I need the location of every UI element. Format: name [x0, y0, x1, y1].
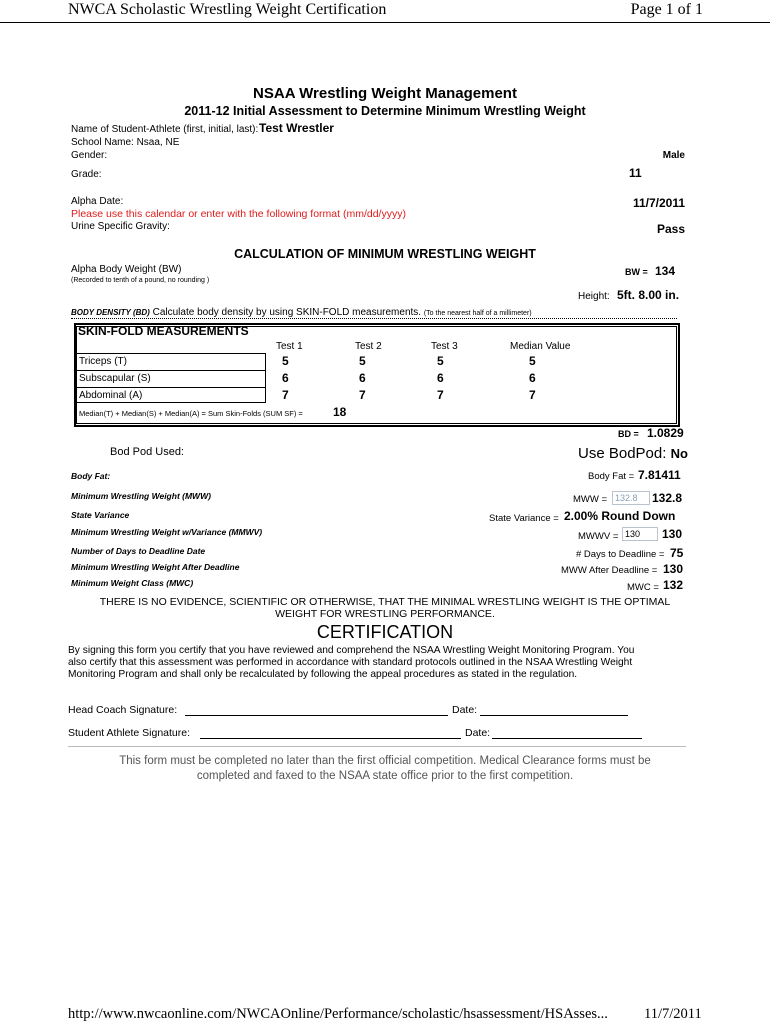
bw-label: Alpha Body Weight (BW) — [71, 264, 182, 275]
use-bodpod-label: Use BodPod: — [578, 445, 667, 462]
mmwv-label: Minimum Wrestling Weight w/Variance (MMWV) — [71, 527, 263, 537]
abdominal-test3[interactable]: 7 — [437, 388, 444, 402]
abdominal-median: 7 — [529, 388, 536, 402]
after-deadline-eq: MWW After Deadline = — [561, 565, 658, 576]
row-label-abdominal: Abdominal (A) — [79, 390, 143, 401]
urine-value: Pass — [656, 222, 685, 236]
bodpod-label: Bod Pod Used: — [110, 446, 184, 458]
triceps-median: 5 — [529, 354, 536, 368]
after-deadline-value: 130 — [663, 562, 684, 576]
state-variance-eq: State Variance = — [489, 513, 559, 524]
bd-rule — [71, 318, 677, 319]
school-name: School Name: Nsaa, NE — [71, 137, 180, 148]
date-format-hint: Please use this calendar or enter with the following format (mm/dd/yyyy) — [71, 208, 406, 220]
mww-value: 132.8 — [652, 491, 683, 505]
col-test3: Test 3 — [431, 341, 458, 352]
mww-eq: MWW = — [573, 494, 608, 505]
body-fat-label: Body Fat: — [71, 471, 111, 481]
subscapular-test1[interactable]: 6 — [282, 371, 289, 385]
triceps-test1[interactable]: 5 — [282, 354, 289, 368]
col-test1: Test 1 — [276, 341, 303, 352]
header-rule — [0, 22, 770, 23]
body-fat-value: 7.81411 — [638, 468, 681, 482]
page-header-title: NWCA Scholastic Wrestling Weight Certification — [68, 1, 387, 18]
mwc-eq: MWC = — [627, 582, 659, 593]
triceps-test3[interactable]: 5 — [437, 354, 444, 368]
calc-heading: CALCULATION OF MINIMUM WRESTLING WEIGHT — [234, 247, 536, 261]
coach-date-line[interactable] — [480, 715, 628, 716]
bd-label: BODY DENSITY (BD) — [71, 308, 150, 317]
row-label-subscapular: Subscapular (S) — [79, 373, 151, 384]
col-median: Median Value — [510, 341, 571, 352]
athlete-date-label: Date: — [465, 727, 491, 739]
grade-value: 11 — [629, 166, 642, 180]
sum-sf-label: Median(T) + Median(S) + Median(A) = Sum Skin-Folds (SUM SF) = — [79, 409, 303, 418]
mmwv-input[interactable]: 130 — [622, 527, 658, 541]
subscapular-test2[interactable]: 6 — [359, 371, 366, 385]
bd-value: 1.0829 — [647, 426, 684, 440]
bw-value[interactable]: 134 — [655, 264, 676, 278]
notice-line1: THERE IS NO EVIDENCE, SCIENTIFIC OR OTHERWISE, THAT THE MINIMAL WRESTLING WEIGHT IS THE OPTIMAL — [99, 596, 671, 608]
after-deadline-label: Minimum Wrestling Weight After Deadline — [71, 562, 240, 572]
days-eq: # Days to Deadline = — [576, 549, 665, 560]
form-subtitle: 2011-12 Initial Assessment to Determine Minimum Wrestling Weight — [184, 104, 586, 118]
page-number: Page 1 of 1 — [630, 1, 703, 18]
grade-label: Grade: — [71, 169, 102, 180]
gender-value: Male — [662, 150, 685, 161]
form-footer-line1: This form must be completed no later than the first official competition. Medical Clearance forms must be — [119, 755, 651, 767]
subscapular-median: 6 — [529, 371, 536, 385]
urine-label: Urine Specific Gravity: — [71, 221, 170, 232]
skinfold-heading: SKIN-FOLD MEASUREMENTS — [78, 324, 249, 338]
bd-line — [71, 307, 532, 318]
triceps-test2[interactable]: 5 — [359, 354, 366, 368]
row-label-triceps: Triceps (T) — [79, 356, 127, 367]
student-label: Name of Student-Athlete (first, initial, last): — [71, 124, 259, 135]
alpha-date-value[interactable]: 11/7/2011 — [632, 196, 685, 210]
mwc-label: Minimum Weight Class (MWC) — [71, 578, 194, 588]
mmwv-eq: MWWV = — [578, 531, 619, 542]
col-test2: Test 2 — [355, 341, 382, 352]
body-fat-eq: Body Fat = — [588, 471, 635, 482]
days-label: Number of Days to Deadline Date — [71, 546, 206, 556]
bd-eq: BD = — [618, 429, 639, 439]
alpha-date-label: Alpha Date: — [71, 196, 124, 207]
certification-heading: CERTIFICATION — [316, 622, 454, 642]
cert-line2: also certify that this assessment was performed in accordance with standard protocols outlined in the NSAA Wrestling Weight — [68, 657, 633, 668]
height-label: Height: — [578, 291, 610, 302]
abdominal-test2[interactable]: 7 — [359, 388, 366, 402]
coach-signature-line[interactable] — [185, 715, 448, 716]
height-value[interactable]: 5ft. 8.00 in. — [617, 288, 680, 302]
sum-sf-value: 18 — [333, 405, 347, 419]
coach-signature-label: Head Coach Signature: — [68, 704, 178, 716]
mmwv-value: 130 — [662, 527, 683, 541]
page-date: 11/7/2011 — [644, 1006, 702, 1022]
cert-line3: Monitoring Program and shall only be recalculated by following the appeal procedures as stated in the regulation. — [68, 669, 578, 680]
bd-note: (To the nearest half of a millimeter) — [423, 310, 532, 317]
coach-date-label: Date: — [452, 704, 478, 716]
cert-line1: By signing this form you certify that you have reviewed and comprehend the NSAA Wrestling Weight Monitoring Program. You — [68, 645, 635, 656]
mwc-value: 132 — [663, 578, 684, 592]
row-divider — [76, 370, 266, 371]
student-name: Test Wrestler — [259, 121, 334, 135]
notice-line2: WEIGHT FOR WRESTLING PERFORMANCE. — [275, 608, 495, 620]
use-bodpod[interactable] — [578, 445, 688, 462]
bd-text: Calculate body density by using SKIN-FOLD measurements. — [152, 307, 422, 318]
form-title: NSAA Wrestling Weight Management — [253, 85, 517, 102]
state-variance-value[interactable]: 2.00% Round Down — [564, 509, 676, 523]
gender-label: Gender: — [71, 150, 108, 161]
state-variance-label: State Variance — [71, 510, 130, 520]
athlete-date-line[interactable] — [492, 738, 642, 739]
form-footer-line2: completed and faxed to the NSAA state office prior to the first competition. — [196, 770, 574, 782]
days-value: 75 — [670, 546, 684, 560]
abdominal-test1[interactable]: 7 — [282, 388, 289, 402]
bw-note: (Recorded to tenth of a pound, no rounding ) — [71, 277, 210, 284]
athlete-signature-line[interactable] — [200, 738, 461, 739]
row-divider — [76, 387, 266, 388]
mww-input[interactable]: 132.8 — [612, 491, 650, 505]
use-bodpod-value[interactable]: No — [670, 446, 688, 461]
athlete-signature-label: Student Athlete Signature: — [68, 727, 191, 739]
footer-rule — [68, 746, 686, 747]
subscapular-test3[interactable]: 6 — [437, 371, 444, 385]
page-url: http://www.nwcaonline.com/NWCAOnline/Performance/scholastic/hsassessment/HSAsses... — [68, 1006, 608, 1022]
bw-eq: BW = — [625, 267, 648, 277]
mww-label: Minimum Wrestling Weight (MWW) — [71, 491, 211, 501]
